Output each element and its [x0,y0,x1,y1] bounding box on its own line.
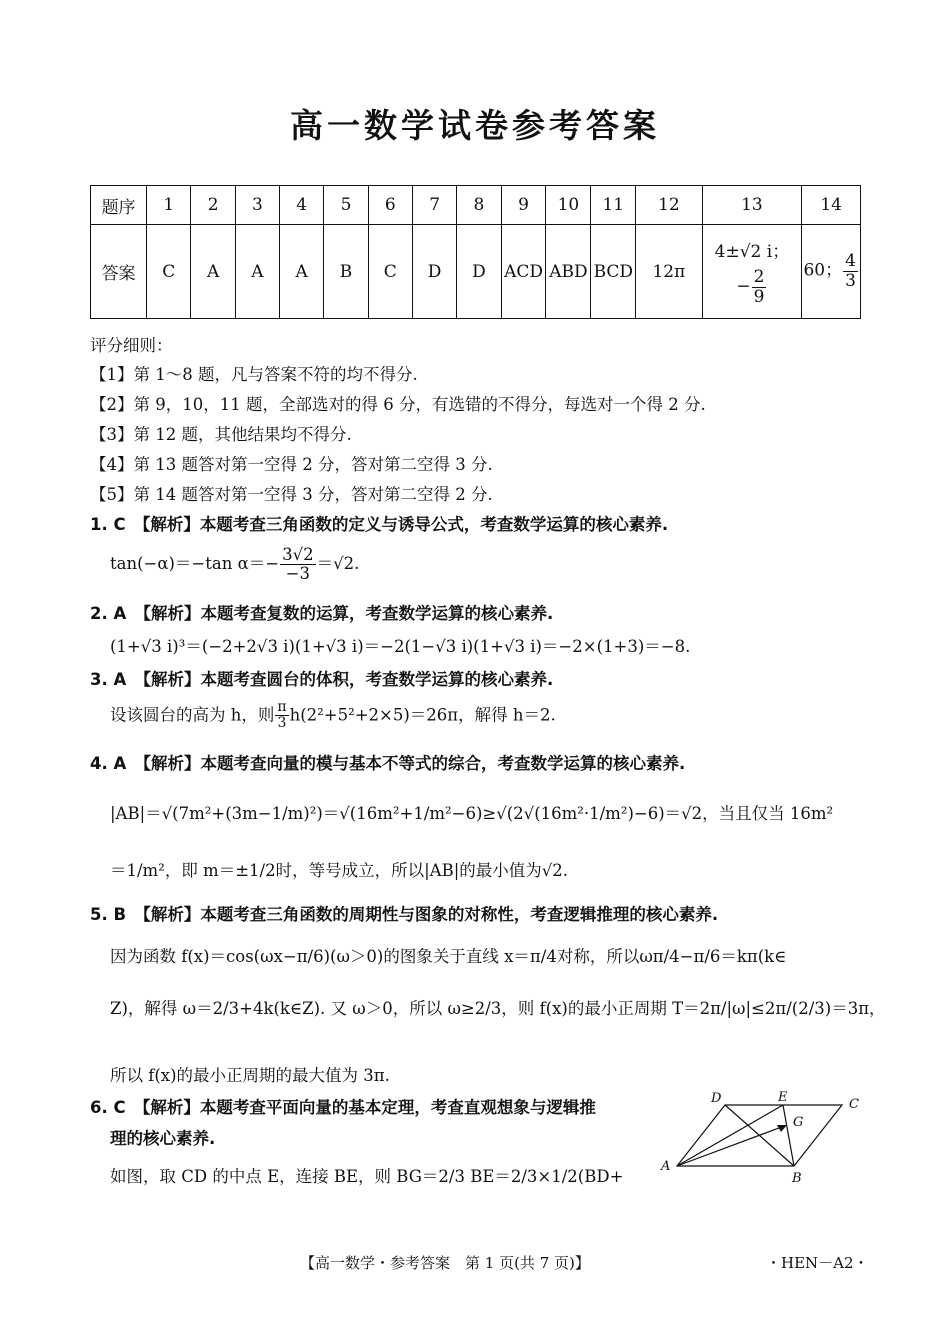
label-e: E [778,1090,788,1105]
q5-body-line2: Z)，解得 ω＝2/3+4k(k∈Z). 又 ω＞0，所以 ω≥2/3，则 f(x)的最小正周期 T＝2π/|ω|≤2π/(2/3)＝3π， [110,999,886,1018]
scoring-item: 【5】第 14 题答对第一空得 3 分，答对第二空得 2 分. [90,485,493,504]
table-row-numbers [91,186,861,225]
footer-code: ・HEN－A2・ [766,1254,869,1272]
table-cell-number: 5 [324,186,368,225]
scoring-heading: 评分细则： [90,336,173,355]
table-cell-number: 3 [235,186,279,225]
table-cell-answer: ACD [501,225,546,319]
table-header-cell: 答案 [91,225,147,319]
q2-heading: 2. A 【解析】本题考查复数的运算，考查数学运算的核心素养. [90,604,554,623]
q5-body-line3: 所以 f(x)的最小正周期的最大值为 3π. [110,1066,390,1085]
table-cell-answer: B [324,225,368,319]
line-ae [677,1105,783,1166]
fraction: $\frac{4}{3}$ [845,251,856,291]
scoring-item: 【3】第 12 题，其他结果均不得分. [90,425,352,444]
q1-body: tan(−α)＝−tan α＝− $\frac{3√2}{-3}$ ＝√2. [110,545,360,584]
table-cell-number: 14 [802,186,861,225]
table-cell-answer: A [191,225,235,319]
scoring-item: 【2】第 9，10，11 题，全部选对的得 6 分，有选错的不得分，每选对一个得 2 分. [90,395,706,414]
table-cell-answer: A [235,225,279,319]
scoring-item: 【1】第 1～8 题，凡与答案不符的均不得分. [90,365,418,384]
q4-body-line2: ＝1/m²，即 m＝±1/2时，等号成立，所以|AB|的最小值为√2. [110,861,569,880]
table-cell-number: 8 [457,186,501,225]
table-cell-answer: C [368,225,412,319]
table-cell-number: 10 [546,186,591,225]
q4-heading: 4. A 【解析】本题考查向量的模与基本不等式的综合，考查数学运算的核心素养. [90,754,686,773]
table-cell-number: 1 [147,186,191,225]
parallelogram-figure [655,1088,865,1188]
label-d: D [711,1091,722,1106]
table-cell-answer: C [147,225,191,319]
table-cell-answer: D [457,225,501,319]
table-cell-number: 7 [412,186,456,225]
q6-body: 如图，取 CD 的中点 E，连接 BE，则 BG＝2/3 BE＝2/3×1/2(BD+ [110,1167,624,1186]
fraction: $\frac{2}{9}$ [753,266,765,307]
table-cell-answer: A [280,225,324,319]
table-cell-answer-14: 60； $\frac{4}{3}$ [802,225,861,319]
answer-13-line1: 4±√2 i； [714,241,790,262]
table-cell-number: 12 [636,186,702,225]
answer-13-line2: − $\frac{2}{9}$ [736,266,765,307]
q3-heading: 3. A 【解析】本题考查圆台的体积，考查数学运算的核心素养. [90,670,554,689]
table-row-answers [91,225,861,319]
table-cell-number: 13 [702,186,802,225]
table-cell-number: 9 [501,186,546,225]
label-b: B [792,1171,802,1186]
table-cell-answer: D [412,225,456,319]
q5-body-line1: 因为函数 f(x)＝cos(ωx−π/6)(ω＞0)的图象关于直线 x＝π/4对称，所以ωπ/4−π/6＝kπ(k∈ [110,947,787,966]
q3-body: 设该圆台的高为 h，则 $\frac{\pi}{3}$ h(2²+5²+2×5)＝26π，解得 h＝2. [110,699,556,732]
table-cell-answer: 12π [636,225,702,319]
table-cell-number: 11 [591,186,636,225]
table-cell-answer: BCD [591,225,636,319]
q5-heading: 5. B 【解析】本题考查三角函数的周期性与图象的对称性，考查逻辑推理的核心素养. [90,905,719,924]
table-cell-number: 4 [280,186,324,225]
q2-body: (1+√3 i)³＝(−2+2√3 i)(1+√3 i)＝−2(1−√3 i)(1+√3 i)＝−2×(1+3)＝−8. [110,637,691,656]
label-g: G [793,1115,804,1130]
q6-heading-line2: 理的核心素养. [110,1129,216,1148]
footer-page-info: 【高一数学・参考答案 第 1 页(共 7 页)】 [300,1254,590,1272]
fraction: $\frac{\pi}{3}$ [277,699,287,732]
page-title: 高一数学试卷参考答案 [290,106,660,145]
table-cell-number: 2 [191,186,235,225]
label-c: C [849,1097,859,1112]
fraction: $\frac{3√2}{-3}$ [282,545,314,584]
table-header-cell: 题序 [91,186,147,225]
table-cell-number: 6 [368,186,412,225]
q1-heading: 1. C 【解析】本题考查三角函数的定义与诱导公式，考查数学运算的核心素养. [90,515,669,534]
label-a: A [661,1159,671,1174]
table-cell-answer: ABD [546,225,591,319]
scoring-item: 【4】第 13 题答对第一空得 2 分，答对第二空得 3 分. [90,455,493,474]
q4-body-line1: |AB|＝√(7m²+(3m−1/m)²)＝√(16m²+1/m²−6)≥√(2√(16m²·1/m²)−6)＝√2，当且仅当 16m² [110,804,834,823]
table-cell-answer-13 [702,225,802,319]
answer-table [90,185,861,319]
q6-heading-line1: 6. C 【解析】本题考查平面向量的基本定理，考查直观想象与逻辑推 [90,1098,596,1117]
